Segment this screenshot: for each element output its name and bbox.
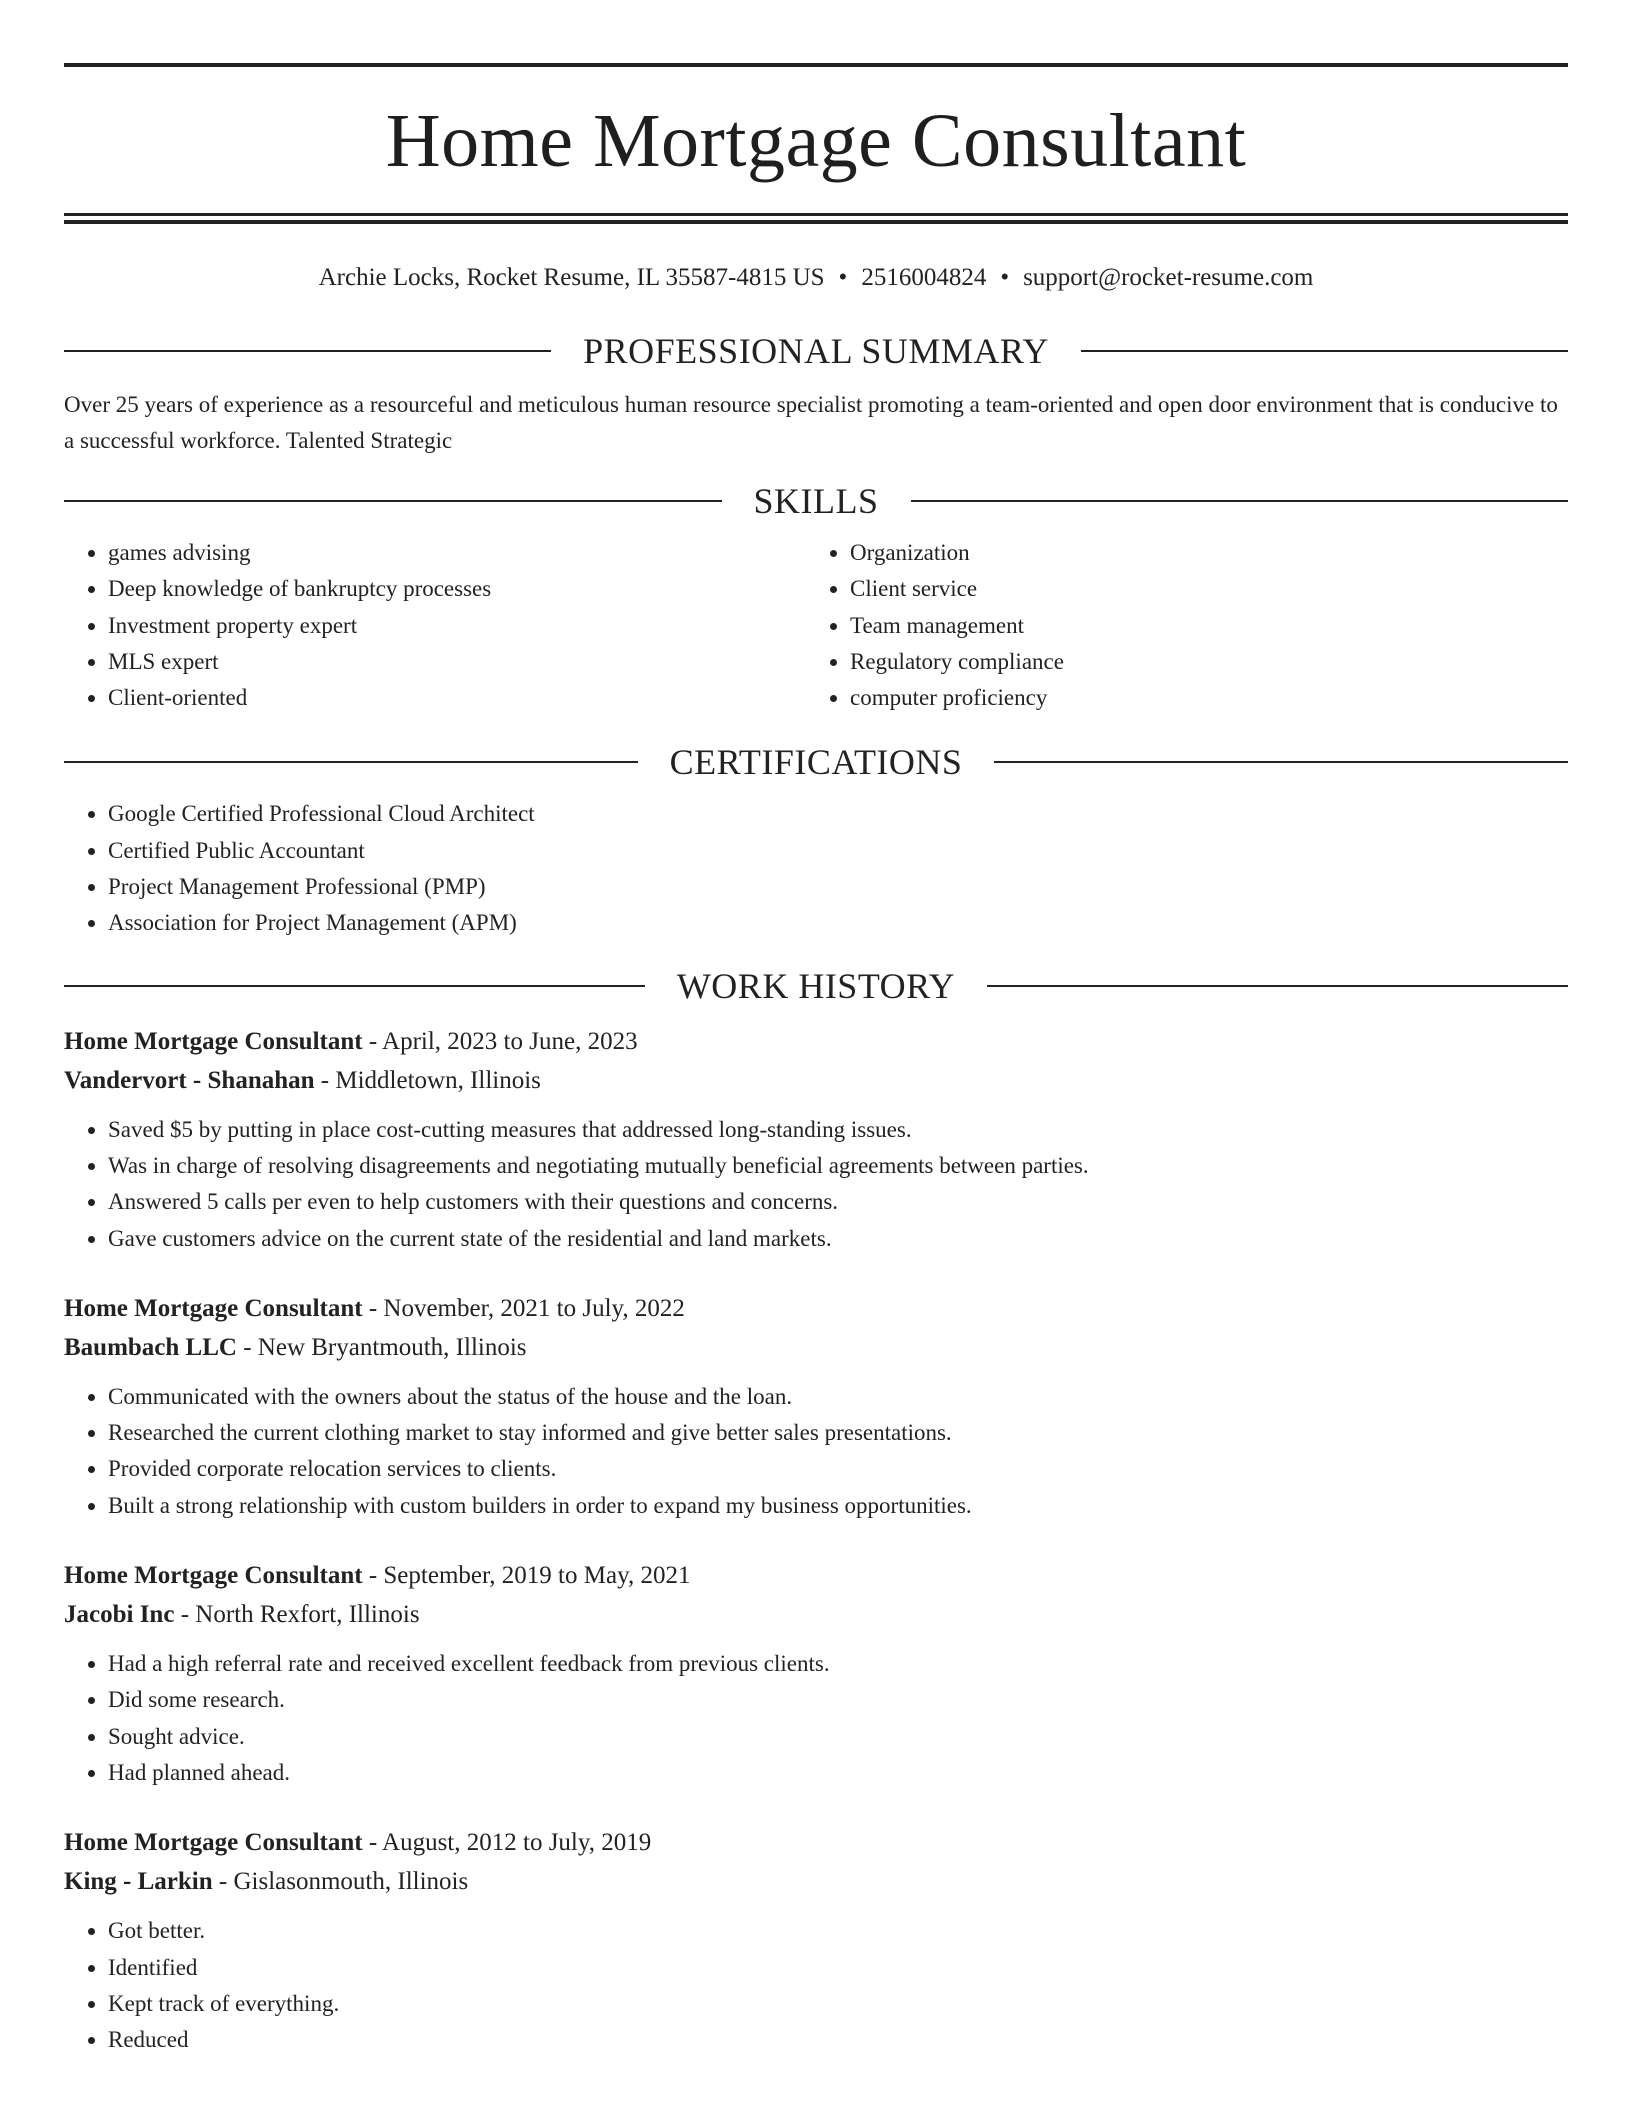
skill-item: • Regulatory compliance xyxy=(850,644,1548,680)
skills-column-left xyxy=(64,535,806,716)
skill-item: • Organization xyxy=(850,535,1548,571)
job-dates: - August, 2012 to July, 2019 xyxy=(362,1829,652,1857)
section-title-certifications: CERTIFICATIONS xyxy=(669,742,963,783)
job-location: - New Bryantmouth, Illinois xyxy=(236,1333,527,1361)
job-entry xyxy=(64,1022,1568,1257)
skill-item: • Deep knowledge of bankruptcy processes xyxy=(108,571,806,607)
header-double-rule xyxy=(64,213,1568,224)
job-entry xyxy=(64,1823,1568,2058)
job-entry xyxy=(64,1289,1568,1524)
certification-item: • Google Certified Professional Cloud Architect xyxy=(108,796,1568,832)
job-bullet: • Provided corporate relocation services to clients. xyxy=(108,1451,1568,1487)
job-title-line xyxy=(64,1022,1568,1061)
job-company: Jacobi Inc xyxy=(64,1601,175,1629)
section-title-skills: SKILLS xyxy=(753,481,879,521)
section-header-summary xyxy=(64,329,1568,373)
job-bullet: • Identified xyxy=(108,1950,1568,1986)
job-bullet: • Answered 5 calls per even to help customers with their questions and concerns. xyxy=(108,1184,1568,1220)
job-bullets xyxy=(64,1646,1568,1791)
job-company-line xyxy=(64,1328,1568,1367)
job-company-line xyxy=(64,1862,1568,1901)
skills-grid xyxy=(64,535,1568,716)
certifications-block xyxy=(64,796,1568,941)
job-bullet: • Had planned ahead. xyxy=(108,1755,1568,1791)
job-dates: - April, 2023 to June, 2023 xyxy=(362,1027,638,1055)
job-company-line xyxy=(64,1595,1568,1634)
job-company: Vandervort - Shanahan xyxy=(64,1066,315,1094)
section-rule-left xyxy=(64,985,645,987)
job-bullet: • Researched the current clothing market to stay informed and give better sales presentations. xyxy=(108,1415,1568,1451)
contact-separator: • xyxy=(838,264,848,291)
contact-address: Archie Locks, Rocket Resume, IL 35587-4815 US xyxy=(318,264,825,291)
section-rule-right xyxy=(911,500,1569,502)
job-bullet: • Gave customers advice on the current state of the residential and land markets. xyxy=(108,1221,1568,1257)
skills-column-right xyxy=(806,535,1548,716)
certification-item: • Certified Public Accountant xyxy=(108,833,1568,869)
skills-list-left xyxy=(64,535,806,716)
job-bullets xyxy=(64,1379,1568,1524)
certifications-list xyxy=(64,796,1568,941)
skill-item: • Team management xyxy=(850,608,1548,644)
section-header-skills xyxy=(64,479,1568,523)
skill-item: • Client-oriented xyxy=(108,680,806,716)
job-bullet: • Was in charge of resolving disagreements and negotiating mutually beneficial agreements between parties. xyxy=(108,1148,1568,1184)
skill-item: • MLS expert xyxy=(108,644,806,680)
certification-item: • Association for Project Management (APM) xyxy=(108,905,1568,941)
skill-item: • computer proficiency xyxy=(850,680,1548,716)
skills-list-right xyxy=(806,535,1548,716)
job-bullet: • Sought advice. xyxy=(108,1719,1568,1755)
section-title-summary: PROFESSIONAL SUMMARY xyxy=(583,331,1049,371)
job-company: Baumbach LLC xyxy=(64,1333,237,1361)
contact-email: support@rocket-resume.com xyxy=(1023,264,1314,291)
skill-item: • Client service xyxy=(850,571,1548,607)
job-bullet: • Communicated with the owners about the status of the house and the loan. xyxy=(108,1379,1568,1415)
section-rule-left xyxy=(64,350,551,352)
section-title-work: WORK HISTORY xyxy=(676,965,956,1006)
section-header-certifications xyxy=(64,740,1568,784)
job-bullet: • Built a strong relationship with custom builders in order to expand my business opportunities. xyxy=(108,1488,1568,1524)
summary-text: Over 25 years of experience as a resourceful and meticulous human resource specialist promoting a team-oriented and open door environment that is conducive to a successful workforce. Talented Strategic xyxy=(64,392,1558,453)
job-location: - Gislasonmouth, Illinois xyxy=(212,1868,469,1896)
section-rule-right xyxy=(1081,350,1568,352)
job-bullets xyxy=(64,1913,1568,2058)
section-rule-right xyxy=(987,985,1568,987)
section-rule-left xyxy=(64,761,638,763)
job-dates: - September, 2019 to May, 2021 xyxy=(362,1562,691,1590)
job-entry xyxy=(64,1556,1568,1791)
job-bullets xyxy=(64,1112,1568,1257)
job-title: Home Mortgage Consultant xyxy=(64,1562,363,1590)
job-bullet: • Did some research. xyxy=(108,1682,1568,1718)
contact-separator: • xyxy=(1000,264,1010,291)
job-bullet: • Kept track of everything. xyxy=(108,1986,1568,2022)
skill-item: • Investment property expert xyxy=(108,608,806,644)
job-title: Home Mortgage Consultant xyxy=(64,1027,363,1055)
job-title: Home Mortgage Consultant xyxy=(64,1829,363,1857)
job-title-line xyxy=(64,1289,1568,1328)
job-bullet: • Saved $5 by putting in place cost-cutting measures that addressed long-standing issues. xyxy=(108,1112,1568,1148)
contact-line xyxy=(64,261,1568,295)
job-bullet: • Reduced xyxy=(108,2022,1568,2058)
section-rule-right xyxy=(994,761,1568,763)
job-location: - North Rexfort, Illinois xyxy=(174,1601,420,1629)
contact-phone: 2516004824 xyxy=(861,264,987,291)
section-rule-left xyxy=(64,500,722,502)
job-title: Home Mortgage Consultant xyxy=(64,1294,363,1322)
job-title-line xyxy=(64,1823,1568,1862)
job-title-line xyxy=(64,1556,1568,1595)
resume-title: Home Mortgage Consultant xyxy=(385,99,1247,183)
job-bullet: • Got better. xyxy=(108,1913,1568,1949)
job-company: King - Larkin xyxy=(64,1868,213,1896)
job-dates: - November, 2021 to July, 2022 xyxy=(362,1294,685,1322)
certification-item: • Project Management Professional (PMP) xyxy=(108,869,1568,905)
resume-page xyxy=(64,0,1568,2058)
job-location: - Middletown, Illinois xyxy=(314,1066,541,1094)
header-top-rule xyxy=(64,63,1568,67)
job-bullet: • Had a high referral rate and received excellent feedback from previous clients. xyxy=(108,1646,1568,1682)
job-company-line xyxy=(64,1061,1568,1100)
skill-item: • games advising xyxy=(108,535,806,571)
section-header-work xyxy=(64,964,1568,1008)
